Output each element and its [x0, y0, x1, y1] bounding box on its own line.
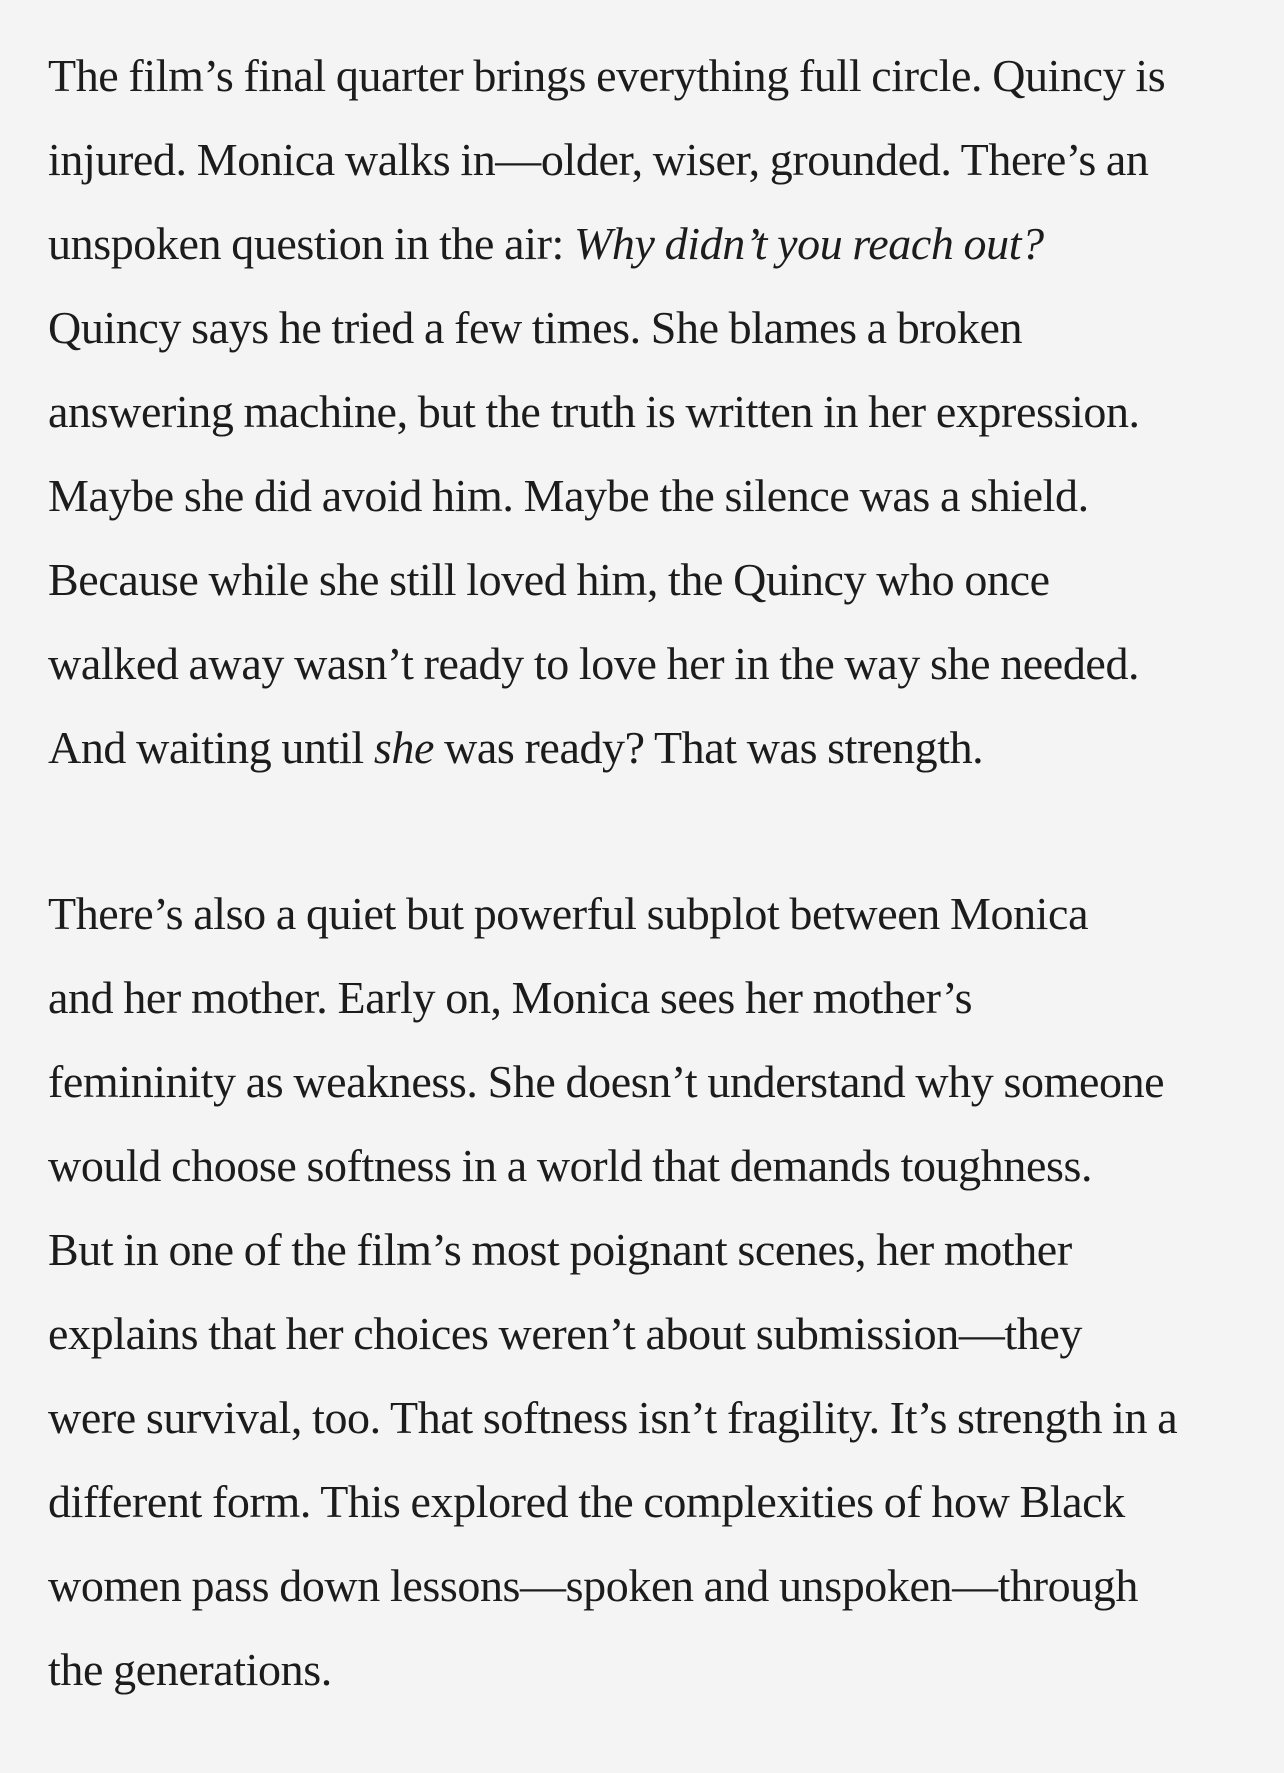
text-line: injured. Monica walks in—older, wiser, grounded. There’s an — [48, 134, 1149, 185]
text-line: walked away wasn’t ready to love her in the way she needed. — [48, 638, 1140, 689]
text-line: would choose softness in a world that demands toughness. — [48, 1140, 1093, 1191]
text-line: answering machine, but the truth is written in her expression. — [48, 386, 1140, 437]
text-line: Because while she still loved him, the Quincy who once — [48, 554, 1050, 605]
text-line: women pass down lessons—spoken and unspoken—through — [48, 1560, 1139, 1611]
text-line: There’s also a quiet but powerful subplot between Monica — [48, 888, 1089, 939]
italic-emphasis: she — [373, 722, 434, 773]
italic-question: Why didn’t you reach out? — [573, 218, 1044, 269]
text-line: explains that her choices weren’t about submission—they — [48, 1308, 1083, 1359]
paragraph-1 — [48, 34, 1248, 790]
text-line: And waiting until she was ready? That was strength. — [48, 722, 984, 773]
text-line: Maybe she did avoid him. Maybe the silence was a shield. — [48, 470, 1089, 521]
text-line: were survival, too. That softness isn’t fragility. It’s strength in a — [48, 1392, 1178, 1443]
text-line: different form. This explored the complexities of how Black — [48, 1476, 1125, 1527]
text-line: Quincy says he tried a few times. She blames a broken — [48, 302, 1023, 353]
text-line: the generations. — [48, 1644, 332, 1695]
text-line: The film’s final quarter brings everything full circle. Quincy is — [48, 50, 1166, 101]
article-body — [48, 34, 1248, 1712]
text-line: femininity as weakness. She doesn’t understand why someone — [48, 1056, 1165, 1107]
paragraph-2 — [48, 872, 1248, 1712]
text-line: But in one of the film’s most poignant scenes, her mother — [48, 1224, 1072, 1275]
text-line: unspoken question in the air: Why didn’t you reach out? — [48, 218, 1044, 269]
text-line: and her mother. Early on, Monica sees her mother’s — [48, 972, 973, 1023]
